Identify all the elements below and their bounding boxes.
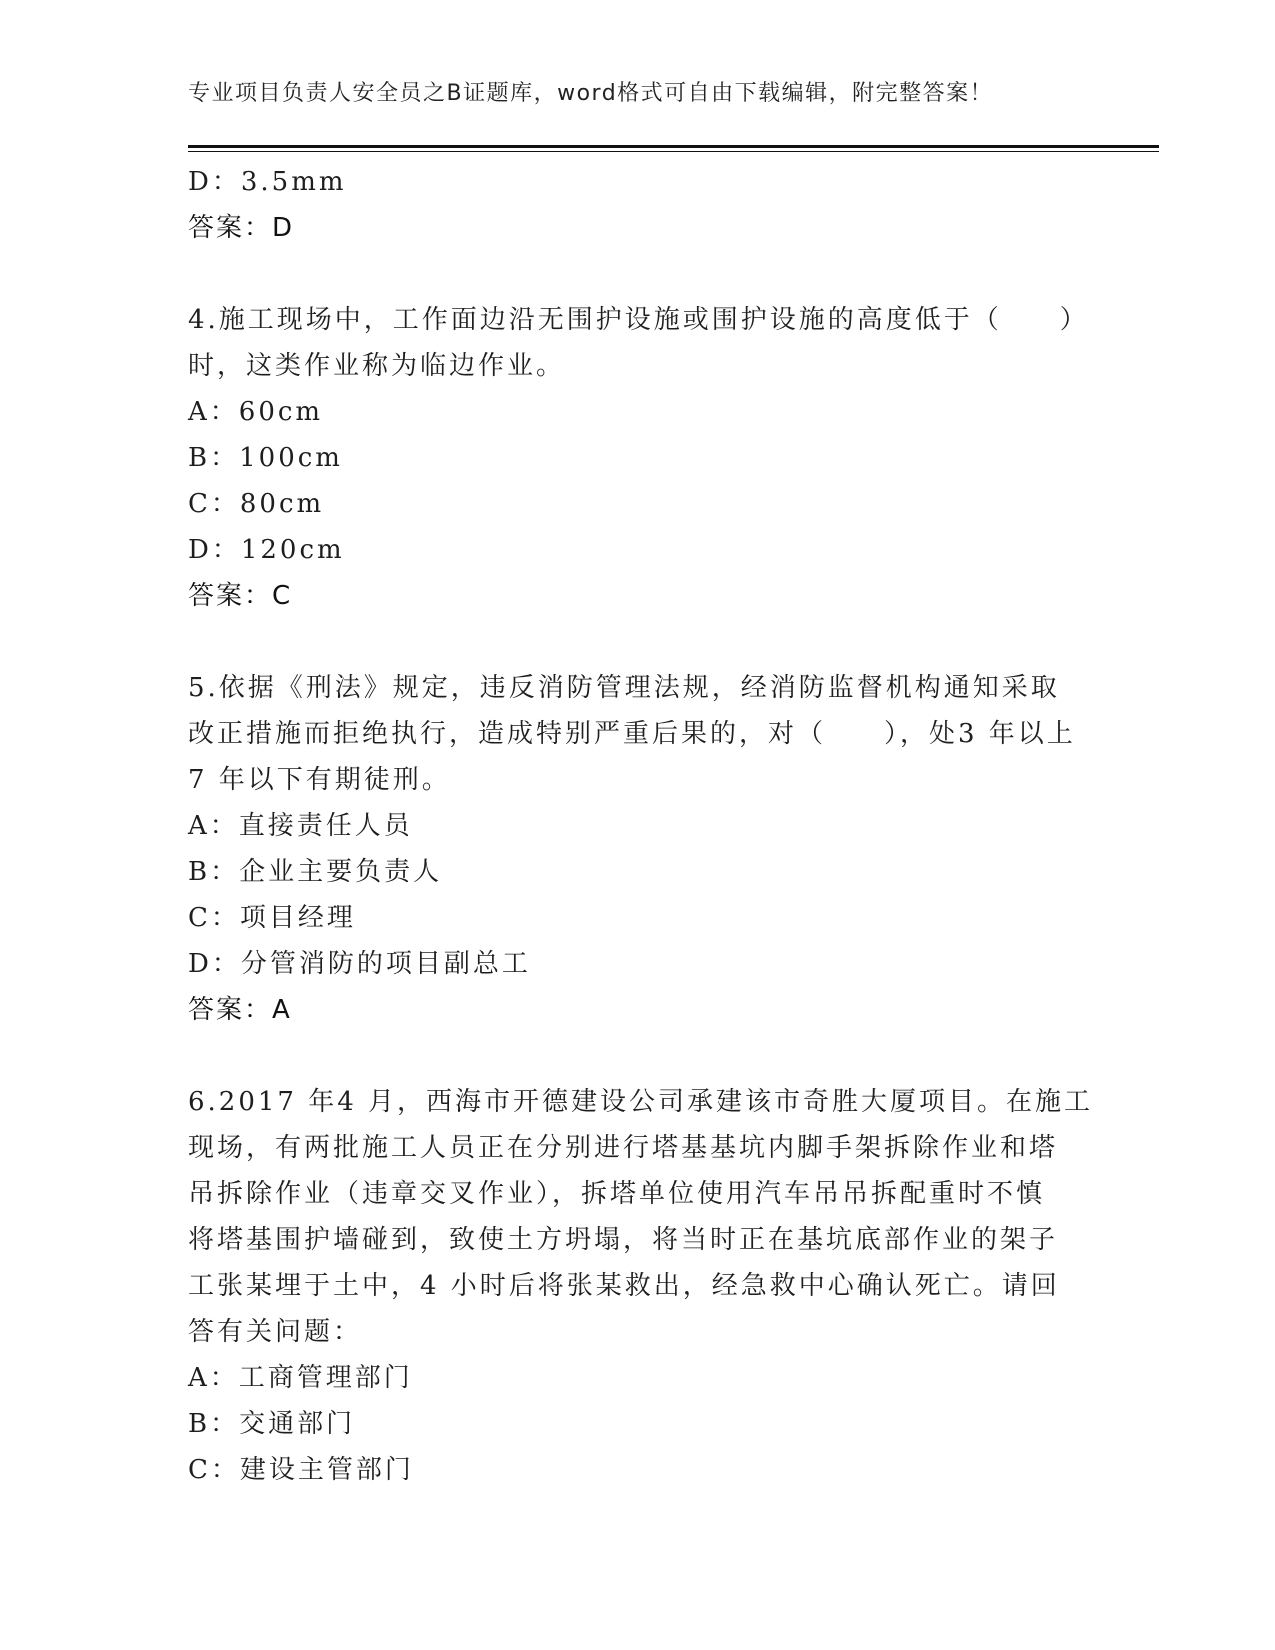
option-b: B：100cm — [188, 443, 343, 473]
question-stem-line: 吊拆除作业（违章交叉作业），拆塔单位使用汽车吊吊拆配重时不慎 — [188, 1179, 1046, 1209]
answer-line: 答案：D — [188, 213, 295, 243]
option-d: D：分管消防的项目副总工 — [188, 949, 531, 979]
option-c: C：80cm — [188, 489, 325, 519]
question-stem-line: 7 年以下有期徒刑。 — [188, 765, 451, 795]
option-a: A：工商管理部门 — [188, 1363, 413, 1393]
question-4 — [188, 297, 1088, 619]
previous-question-tail — [188, 159, 1088, 251]
option-d: D：120cm — [188, 535, 345, 565]
question-6 — [188, 1079, 1094, 1493]
option-c: C：建设主管部门 — [188, 1455, 414, 1485]
question-stem-line: 6.2017 年4 月，西海市开德建设公司承建该市奇胜大厦项目。在施工 — [188, 1087, 1094, 1117]
spacer — [188, 251, 1088, 297]
question-stem-line: 将塔基围护墙碰到，致使土方坍塌，将当时正在基坑底部作业的架子 — [188, 1225, 1059, 1255]
question-stem-line: 改正措施而拒绝执行，造成特别严重后果的，对（ ），处3 年以上 — [188, 719, 1076, 749]
page-header: 专业项目负责人安全员之B证题库，word格式可自由下载编辑，附完整答案！ — [188, 81, 994, 106]
spacer — [188, 1033, 1088, 1079]
option-a: A：直接责任人员 — [188, 811, 413, 841]
header-divider-thick — [188, 145, 1159, 148]
header-divider-thin — [188, 151, 1159, 152]
question-stem-line: 工张某埋于土中，4 小时后将张某救出，经急救中心确认死亡。请回 — [188, 1271, 1060, 1301]
question-stem-line: 时，这类作业称为临边作业。 — [188, 351, 566, 381]
spacer — [188, 619, 1088, 665]
question-5 — [188, 665, 1088, 1033]
answer-line: 答案：A — [188, 995, 292, 1025]
option-a: A：60cm — [188, 397, 324, 427]
question-stem-line: 4.施工现场中，工作面边沿无围护设施或围护设施的高度低于（ ） — [188, 305, 1089, 335]
question-content — [188, 159, 1094, 1493]
question-stem-line: 现场，有两批施工人员正在分别进行塔基基坑内脚手架拆除作业和塔 — [188, 1133, 1059, 1163]
option-d: D：3.5mm — [188, 167, 347, 197]
answer-line: 答案：C — [188, 581, 293, 611]
option-c: C：项目经理 — [188, 903, 356, 933]
option-b: B：企业主要负责人 — [188, 857, 443, 887]
question-stem-line: 5.依据《刑法》规定，违反消防管理法规，经消防监督机构通知采取 — [188, 673, 1060, 703]
question-stem-line: 答有关问题： — [188, 1317, 363, 1347]
option-b: B：交通部门 — [188, 1409, 356, 1439]
